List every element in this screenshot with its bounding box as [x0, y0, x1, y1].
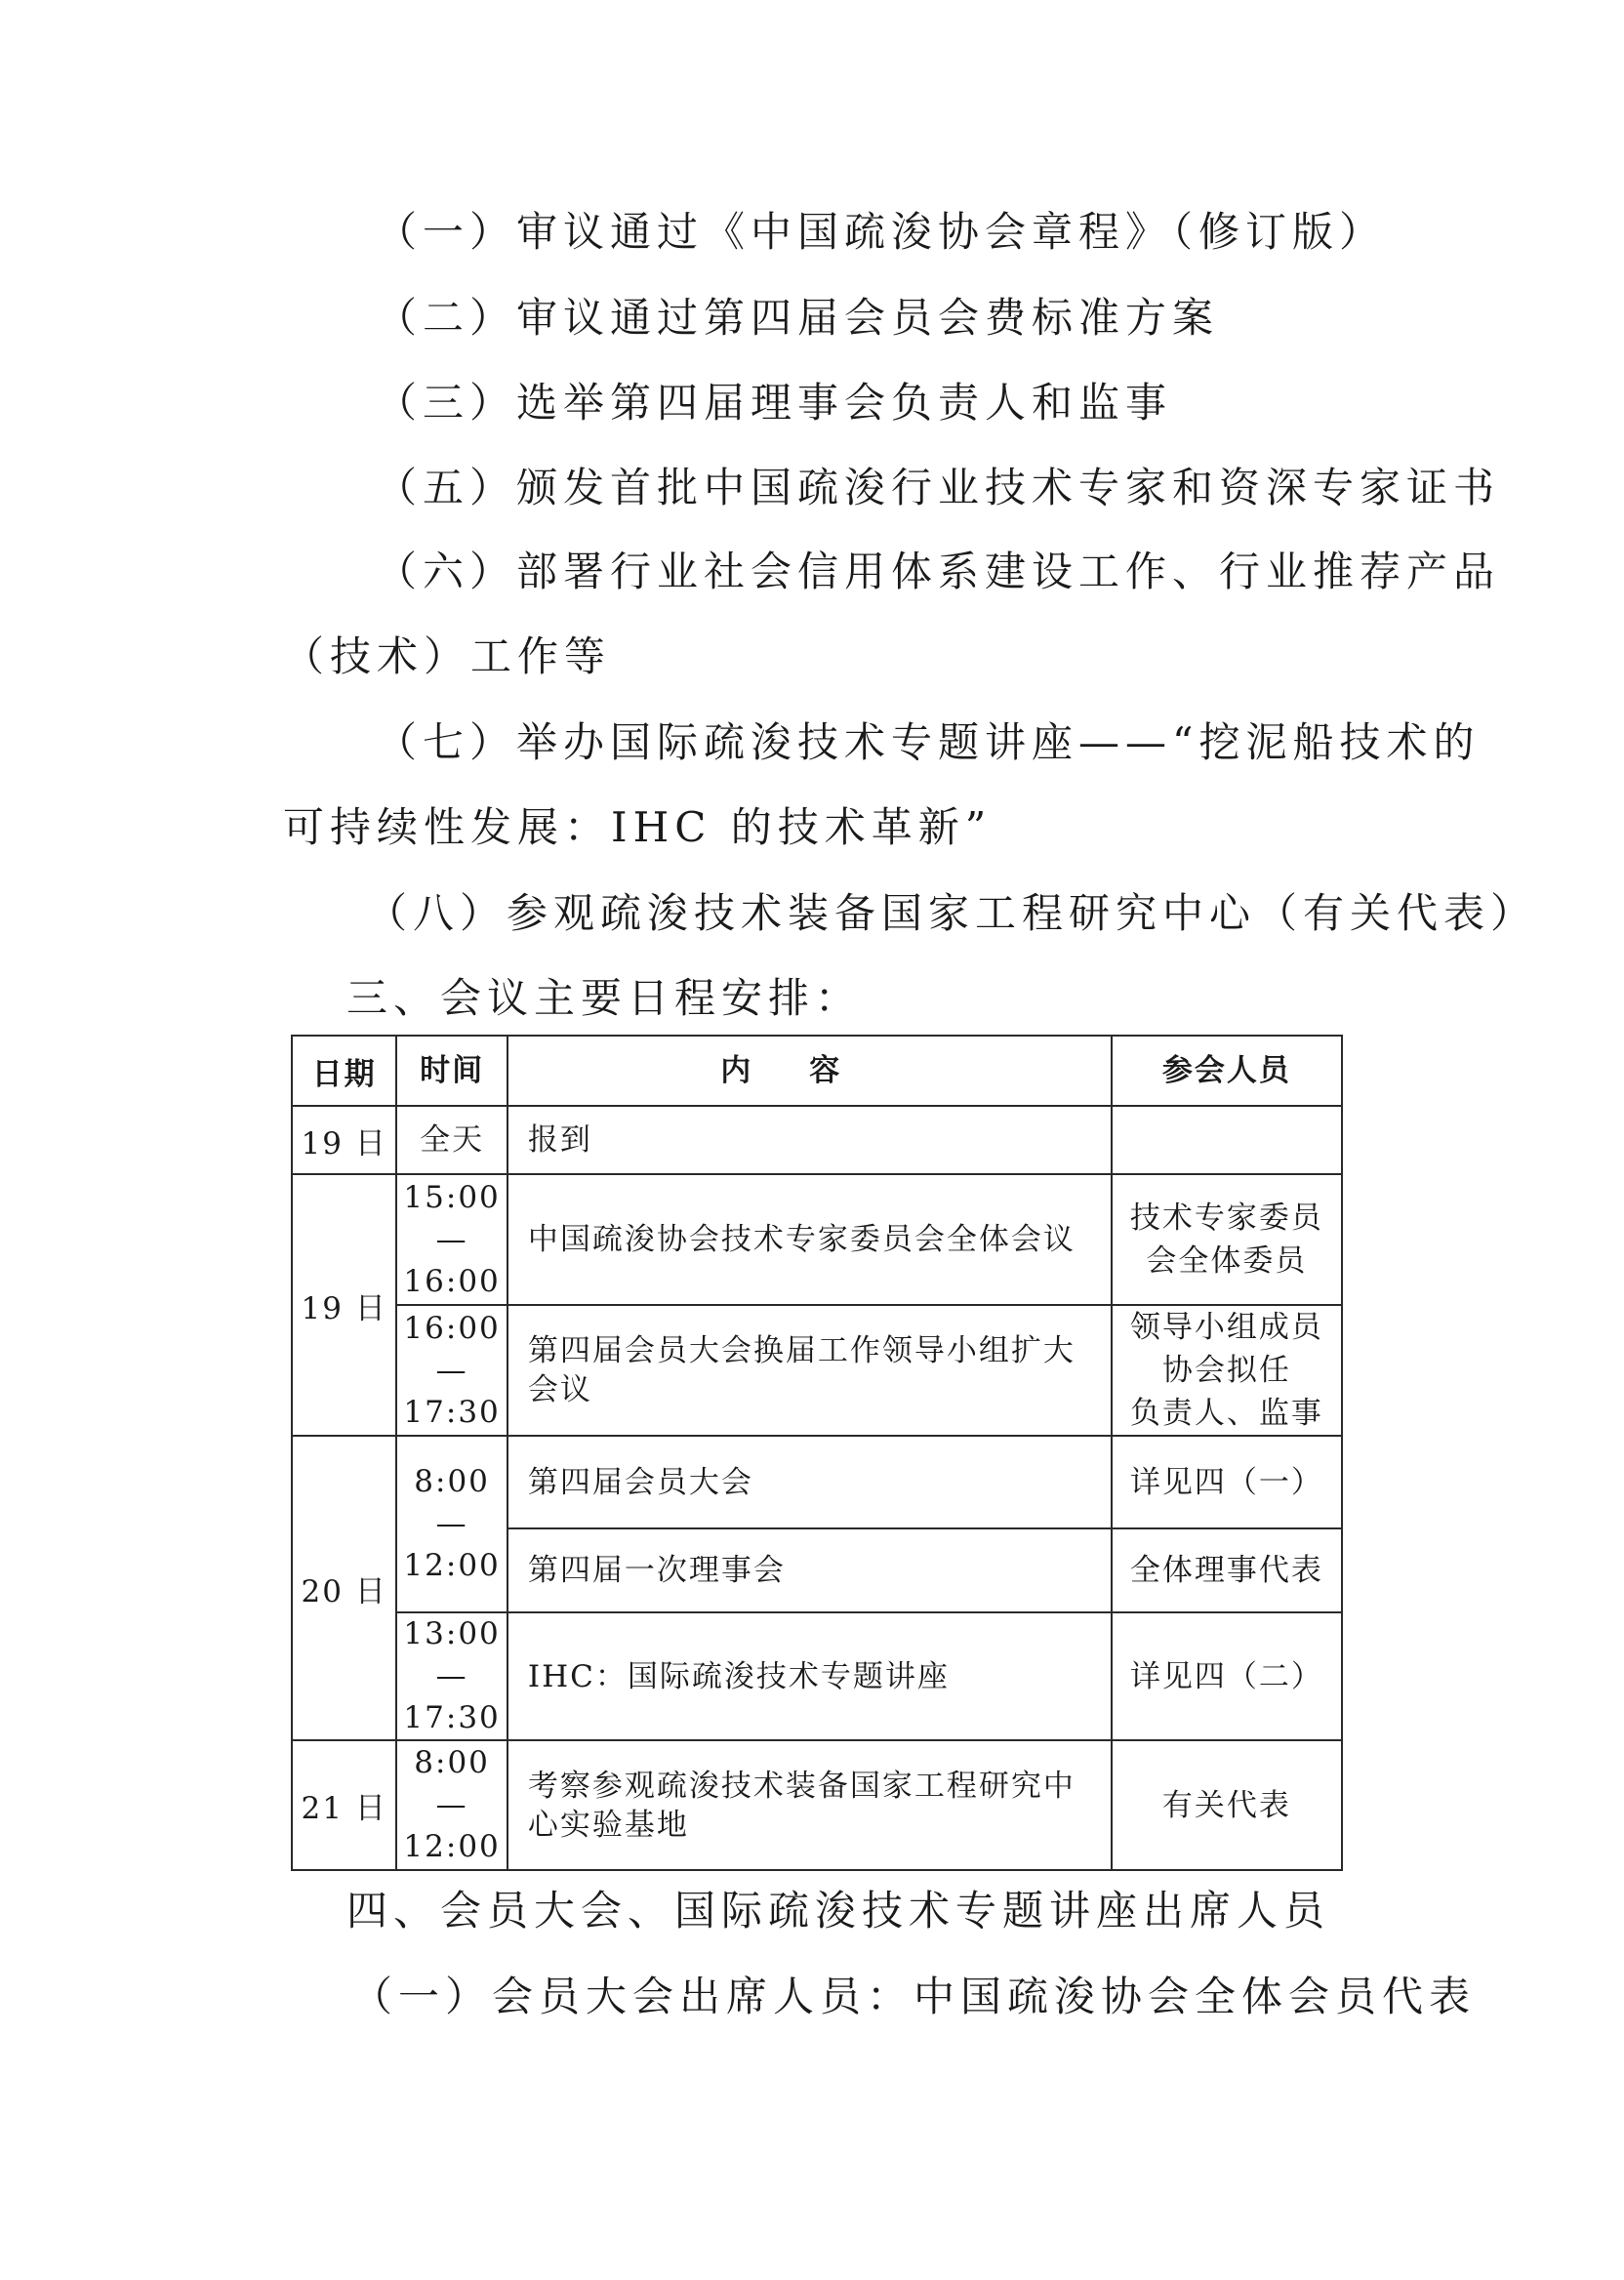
time-cell — [396, 1174, 507, 1305]
time-start: 13:00 — [403, 1616, 501, 1651]
header-content: 内容 — [508, 1036, 1112, 1106]
content-line: 心实验基地 — [527, 1807, 689, 1843]
time-dash: — — [435, 1221, 468, 1257]
people-cell — [1112, 1106, 1342, 1174]
people-cell: 详见四（二） — [1112, 1612, 1342, 1740]
content-cell: IHC：国际疏浚技术专题讲座 — [508, 1612, 1112, 1740]
agenda-item-3: （三）选举第四届理事会负责人和监事 — [376, 379, 1173, 427]
people-line: 协会拟任 — [1161, 1353, 1291, 1388]
time-cell — [396, 1612, 507, 1740]
people-cell — [1112, 1174, 1342, 1305]
time-end: 17:30 — [403, 1700, 501, 1735]
section-4-item-1: （一）会员大会出席人员：中国疏浚协会全体会员代表 — [351, 1973, 1477, 2020]
people-cell: 有关代表 — [1112, 1740, 1342, 1870]
time-cell — [396, 1740, 507, 1870]
content-cell: 报到 — [508, 1106, 1112, 1174]
agenda-item-6-line2: （技术）工作等 — [283, 632, 612, 680]
date-cell: 19 日 — [292, 1174, 396, 1436]
people-cell: 全体理事代表 — [1112, 1528, 1342, 1612]
schedule-table — [291, 1035, 1343, 1871]
section-3-heading: 三、会议主要日程安排： — [346, 974, 863, 1022]
agenda-item-8: （八）参观疏浚技术装备国家工程研究中心（有关代表） — [366, 889, 1538, 937]
table-row — [292, 1305, 1342, 1436]
header-people: 参会人员 — [1112, 1036, 1342, 1106]
agenda-item-2: （二）审议通过第四届会员会费标准方案 — [376, 294, 1220, 342]
content-line: 考察参观疏浚技术装备国家工程研究中 — [527, 1768, 1076, 1804]
content-cell: 中国疏浚协会技术专家委员会全体会议 — [508, 1174, 1112, 1305]
people-line: 会全体委员 — [1146, 1243, 1308, 1279]
people-line: 负责人、监事 — [1129, 1396, 1323, 1431]
header-date: 日期 — [292, 1036, 396, 1106]
date-cell: 21 日 — [292, 1740, 396, 1870]
table-row — [292, 1612, 1342, 1740]
people-cell: 详见四（一） — [1112, 1436, 1342, 1528]
table-row — [292, 1106, 1342, 1174]
agenda-item-5: （五）颁发首批中国疏浚行业技术专家和资深专家证书 — [376, 464, 1501, 511]
time-dash: — — [435, 1506, 468, 1541]
people-line: 领导小组成员 — [1129, 1310, 1323, 1345]
time-start: 15:00 — [403, 1179, 501, 1215]
agenda-item-6-line1: （六）部署行业社会信用体系建设工作、行业推荐产品 — [376, 548, 1501, 595]
agenda-item-7-line2: 可持续性发展：IHC 的技术革新” — [283, 803, 993, 851]
time-dash: — — [435, 1352, 468, 1388]
content-cell — [508, 1740, 1112, 1870]
time-start: 8:00 — [414, 1464, 490, 1499]
table-row — [292, 1740, 1342, 1870]
time-dash: — — [435, 1787, 468, 1822]
date-cell: 19 日 — [292, 1106, 396, 1174]
time-end: 17:30 — [403, 1394, 501, 1430]
time-end: 12:00 — [403, 1548, 501, 1583]
content-cell — [508, 1305, 1112, 1436]
time-start: 16:00 — [403, 1310, 501, 1346]
date-cell: 20 日 — [292, 1436, 396, 1740]
time-start: 8:00 — [414, 1745, 490, 1780]
time-cell: 全天 — [396, 1106, 507, 1174]
time-cell — [396, 1436, 507, 1612]
agenda-item-7-line1: （七）举办国际疏浚技术专题讲座——“挖泥船技术的 — [376, 718, 1481, 766]
time-dash: — — [435, 1658, 468, 1693]
time-end: 12:00 — [403, 1829, 501, 1864]
content-cell: 第四届一次理事会 — [508, 1528, 1112, 1612]
header-time: 时间 — [396, 1036, 507, 1106]
time-end: 16:00 — [403, 1263, 501, 1299]
content-line: 第四届会员大会换届工作领导小组扩大 — [527, 1333, 1076, 1368]
agenda-item-1: （一）审议通过《中国疏浚协会章程》（修订版） — [376, 208, 1387, 256]
table-row — [292, 1436, 1342, 1528]
content-cell: 第四届会员大会 — [508, 1436, 1112, 1528]
people-line: 技术专家委员 — [1129, 1201, 1323, 1236]
content-line: 会议 — [527, 1372, 592, 1407]
table-header-row — [292, 1036, 1342, 1106]
table-row — [292, 1174, 1342, 1305]
time-cell — [396, 1305, 507, 1436]
section-4-heading: 四、会员大会、国际疏浚技术专题讲座出席人员 — [346, 1887, 1331, 1934]
people-cell — [1112, 1305, 1342, 1436]
